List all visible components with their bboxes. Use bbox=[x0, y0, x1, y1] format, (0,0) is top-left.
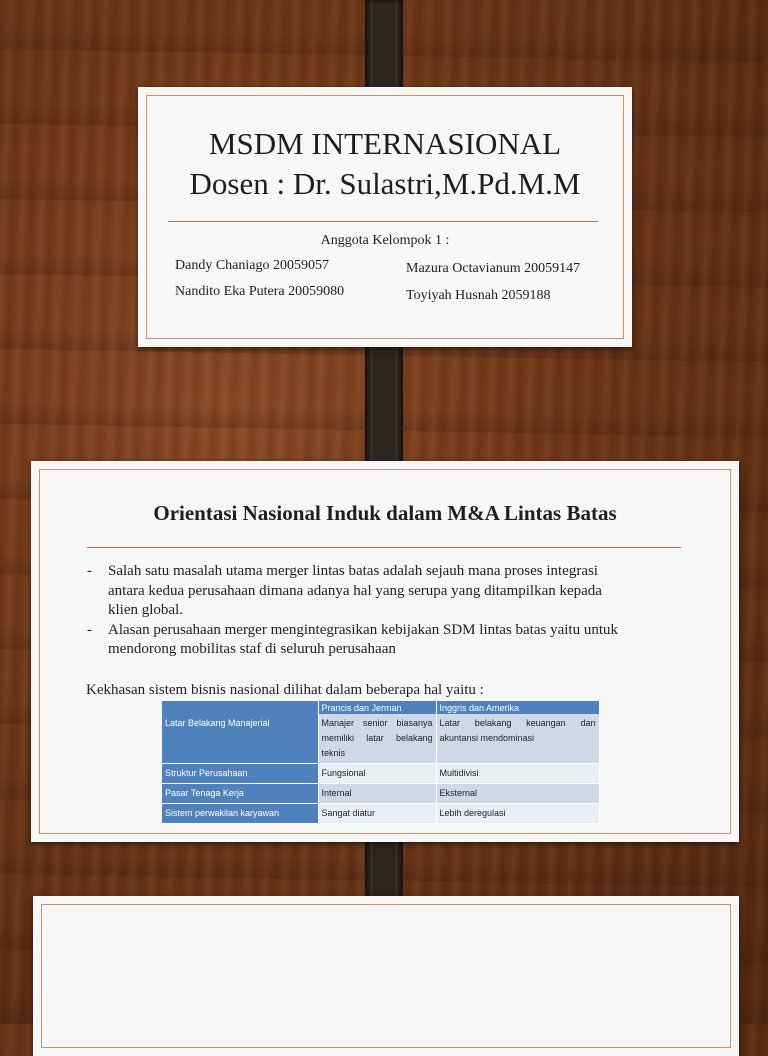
table-header-row bbox=[162, 701, 599, 714]
table-row bbox=[162, 714, 599, 764]
title-divider bbox=[168, 221, 598, 222]
table-cell: Internal bbox=[318, 784, 436, 804]
table-cell: Multidivisi bbox=[436, 764, 599, 784]
table-header-cell bbox=[162, 701, 318, 714]
slide-title: Orientasi Nasional Induk dalam M&A Lintas Batas bbox=[153, 501, 617, 525]
table-intro: Kekhasan sistem bisnis nasional dilihat dalam beberapa hal yaitu : bbox=[86, 682, 484, 698]
bullet-item bbox=[87, 562, 627, 621]
member-2: Nandito Eka Putera 20059080 bbox=[175, 284, 345, 299]
table-row-header: Latar Belakang Manajerial bbox=[162, 714, 318, 764]
slide-title-card[interactable] bbox=[138, 87, 632, 347]
bullet-list bbox=[87, 562, 627, 660]
table-cell: Fungsional bbox=[318, 764, 436, 784]
table-cell: Manajer senior biasanya memiliki latar belakang teknis bbox=[318, 714, 436, 764]
course-title: MSDM INTERNASIONAL bbox=[208, 126, 562, 161]
bullet-dash: - bbox=[87, 563, 92, 579]
table-cell: Latar belakang keuangan dan akuntansi mendominasi bbox=[436, 714, 599, 764]
table-row bbox=[162, 804, 599, 824]
table-row bbox=[162, 784, 599, 804]
lecturer-line: Dosen : Dr. Sulastri,M.Pd.M.M bbox=[189, 166, 581, 201]
table-row-header: Sistem perwakilan karyawan bbox=[162, 804, 318, 824]
table-header-cell: Prancis dan Jerman bbox=[318, 701, 436, 714]
hanging-strap-middle bbox=[365, 330, 403, 480]
table-cell: Lebih deregulasi bbox=[436, 804, 599, 824]
title-divider bbox=[87, 547, 681, 548]
comparison-table bbox=[162, 701, 600, 824]
member-3: Mazura Octavianum 20059147 bbox=[406, 261, 581, 276]
table-row-header: Pasar Tenaga Kerja bbox=[162, 784, 318, 804]
table-cell: Sangat diatur bbox=[318, 804, 436, 824]
table-row bbox=[162, 764, 599, 784]
table-cell: Eksternal bbox=[436, 784, 599, 804]
table-row-header: Struktur Perusahaan bbox=[162, 764, 318, 784]
bullet-item bbox=[87, 621, 627, 660]
group-label: Anggota Kelompok 1 : bbox=[320, 233, 450, 248]
table-header-cell: Inggris dan Amerika bbox=[436, 701, 599, 714]
bullet-text: Salah satu masalah utama merger lintas batas adalah sejauh mana proses integrasi antara kedua perusahaan dimana adanya hal yang serupa yang ditampilkan kepada klien global. bbox=[108, 563, 602, 618]
slide-border bbox=[41, 904, 731, 1048]
member-4: Toyiyah Husnah 2059188 bbox=[406, 288, 551, 303]
bullet-text: Alasan perusahaan merger mengintegrasikan kebijakan SDM lintas batas yaitu untuk mendorong mobilitas staf di seluruh perusahaan bbox=[108, 621, 618, 657]
member-1: Dandy Chaniago 20059057 bbox=[175, 258, 329, 273]
slide-content-card[interactable] bbox=[31, 461, 739, 842]
bullet-dash: - bbox=[87, 621, 92, 638]
slide-blank-card[interactable] bbox=[33, 896, 739, 1056]
